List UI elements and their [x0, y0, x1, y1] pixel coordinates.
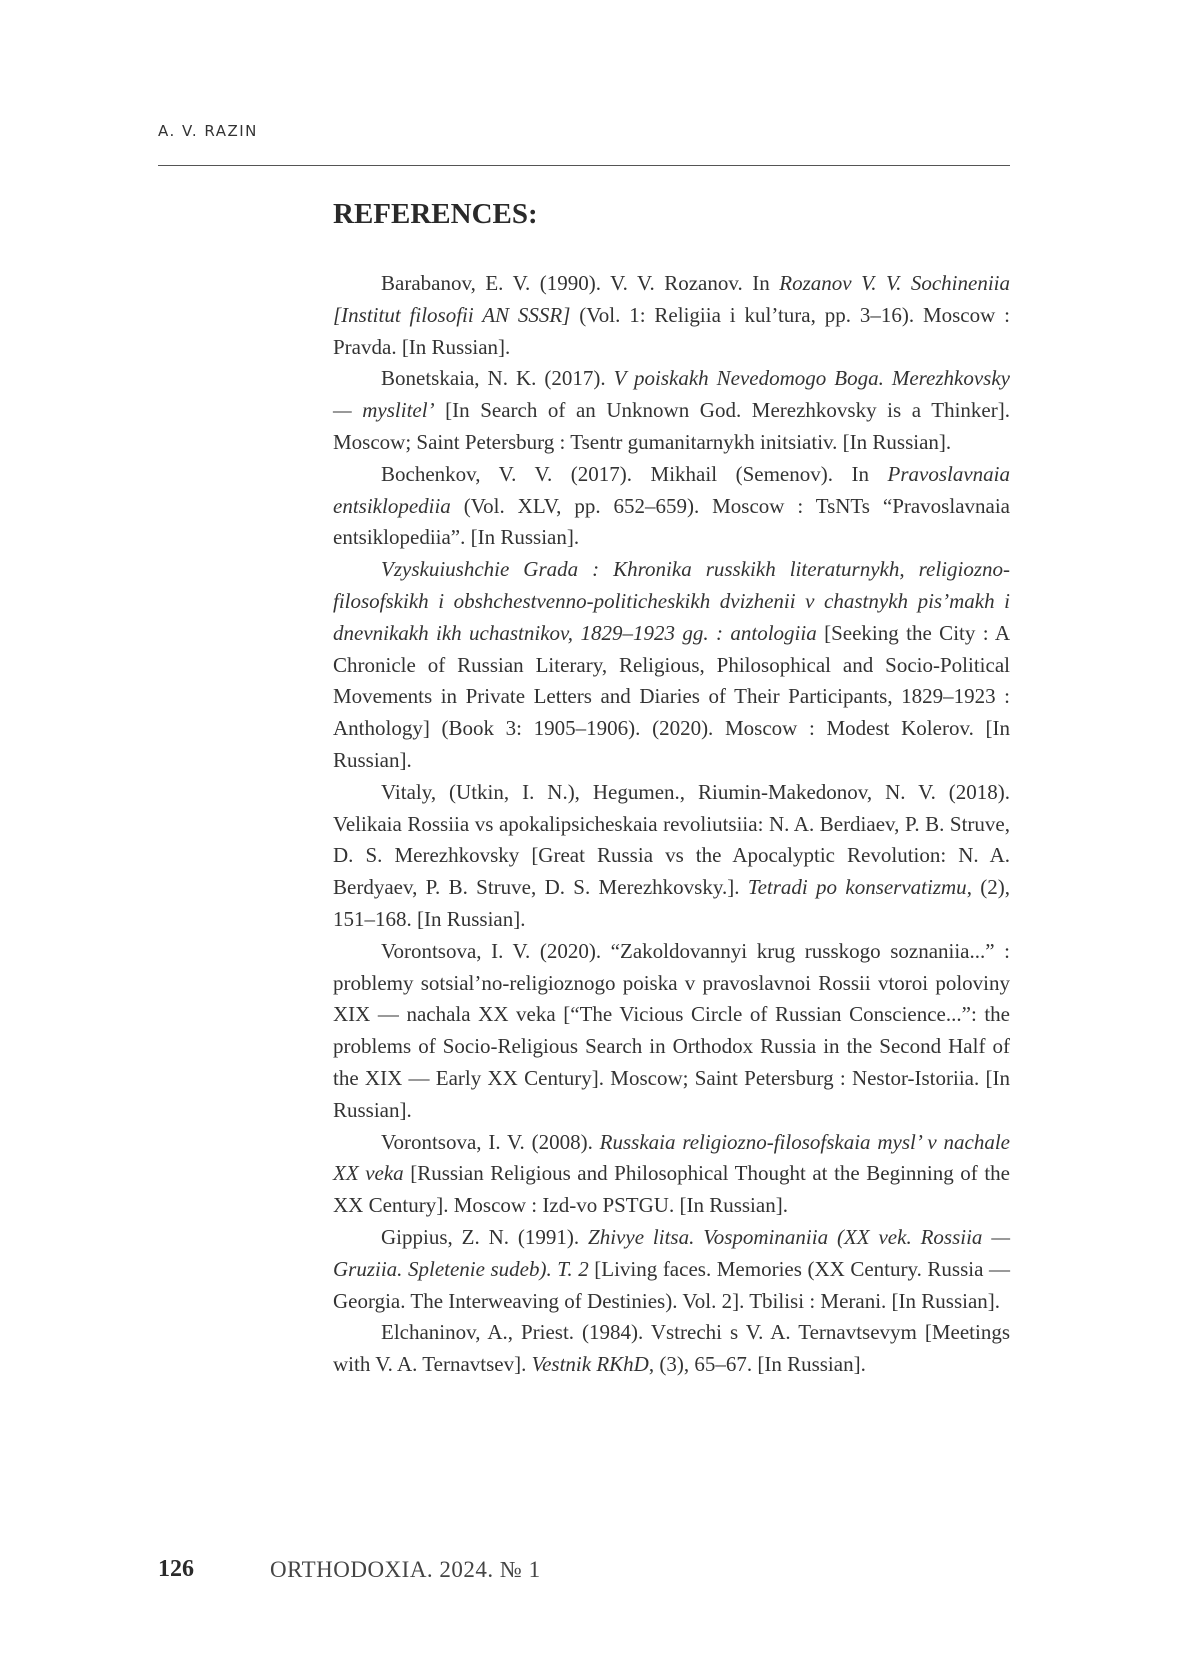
journal-title: ORTHODOXIA. 2024. № 1: [270, 1557, 541, 1582]
reference-text: , (2), 151–168. [In Russian].: [333, 875, 1010, 931]
reference-text: Gippius, Z. N. (1991).: [381, 1224, 589, 1249]
reference-text: Barabanov, E. V. (1990). V. V. Rozanov. In: [381, 271, 780, 295]
reference-entry: [333, 1317, 1010, 1381]
reference-text: , (3), 65–67. [In Russian].: [648, 1352, 866, 1377]
reference-text: Vitaly, (Utkin, I. N.), Hegumen., Riumin-Makedonov, N. V. (2018). Velikaia Rossiia vs apokalipsicheskaia revoliutsiia: N. A. Berdiaev, P. B. Struve, D. S. Merezhkovsky [Great Russia vs the Apocalyptic Revolution: N. A. Berdyaev, P. B. Struve, D. S. Merezhkovsky.].: [333, 779, 1010, 900]
reference-text: Bonetskaia, N. K. (2017).: [381, 366, 614, 391]
reference-text: Vorontsova, I. V. (2020). “Zakoldovannyi krug russkogo soznaniia...” : problemy sotsial’no-religioznogo poiska v pravoslavnoi Rossii vtoroi poloviny XIX — nachala XX veka [“The Vicious Circle of Russian Conscience...”: the problems of Socio-Religious Search in Orthodox Russia in the Second Half of the XIX — Early XX Century]. Moscow; Saint Petersburg : Nestor-Istoriia. [In Russian].: [333, 938, 1010, 1122]
reference-title-italic: Russkaia religiozno-filosofskaia mysl’ v nachale XX veka: [333, 1129, 1010, 1186]
reference-title-italic: Vzyskuiushchie Grada : Khronika russkikh literaturnykh, religiozno-filosofskikh i obshchestvenno-politicheskikh dvizhenii v chastnykh pis’makh i dnevnikakh ikh uchastnikov, 1829–1923 gg. : antologiia: [333, 557, 1010, 645]
reference-title-italic: Vestnik RKhD: [531, 1352, 649, 1377]
reference-title-italic: Tetradi po konservatizmu: [747, 875, 967, 900]
page-number: 126: [158, 1556, 194, 1582]
reference-text: Vorontsova, I. V. (2008).: [381, 1129, 600, 1154]
reference-entry: [333, 1127, 1010, 1222]
references-list: [333, 268, 1010, 1381]
reference-entry: [333, 268, 1010, 363]
header-rule: [158, 165, 1010, 166]
reference-entry: [333, 363, 1010, 458]
reference-text: [Living faces. Memories (XX Century. Russia — Georgia. The Interweaving of Destinies). Vol. 2]. Tbilisi : Merani. [In Russian].: [333, 1256, 1010, 1313]
reference-text: Elchaninov, A., Priest. (1984). Vstrechi s V. A. Ternavtsevym [Meetings with V. A. Ternavtsev].: [333, 1320, 1010, 1377]
reference-title-italic: V poiskakh Nevedomogo Boga. Merezhkovsky — myslitel’: [333, 366, 1010, 423]
reference-entry: [333, 459, 1010, 554]
reference-title-italic: Rozanov V. V. Sochineniia [Institut filosofii AN SSSR]: [333, 271, 1010, 327]
reference-title-italic: Pravoslavnaia entsiklopediia: [333, 461, 1010, 518]
reference-entry: [333, 936, 1010, 1127]
reference-text: (Vol. XLV, pp. 652–659). Moscow : TsNTs “Pravoslavnaia entsiklopediia”. [In Russian].: [333, 493, 1010, 550]
reference-text: [Seeking the City : A Chronicle of Russian Literary, Religious, Philosophical and Socio-Political Movements in Private Letters and Diaries of Their Participants, 1829–1923 : Anthology] (Book 3: 1905–1906). (2020). Moscow : Modest Kolerov. [In Russian].: [333, 620, 1010, 772]
reference-text: [Russian Religious and Philosophical Thought at the Beginning of the XX Century]. Moscow : Izd-vo PSTGU. [In Russian].: [333, 1161, 1010, 1218]
references-heading: REFERENCES:: [333, 198, 538, 230]
reference-entry: [333, 1222, 1010, 1317]
reference-text: Bochenkov, V. V. (2017). Mikhail (Semenov). In: [381, 461, 888, 486]
reference-entry: [333, 777, 1010, 936]
running-head-author: A. V. RAZIN: [158, 122, 258, 140]
reference-entry: [333, 554, 1010, 777]
reference-text: (Vol. 1: Religiia i kul’tura, pp. 3–16). Moscow : Pravda. [In Russian].: [333, 302, 1010, 359]
reference-title-italic: Zhivye litsa. Vospominaniia (XX vek. Rossiia — Gruziia. Spletenie sudeb). T. 2: [333, 1224, 1010, 1281]
reference-text: [In Search of an Unknown God. Merezhkovsky is a Thinker]. Moscow; Saint Petersburg : Tsentr gumanitarnykh initsiativ. [In Russian].: [333, 398, 1010, 454]
